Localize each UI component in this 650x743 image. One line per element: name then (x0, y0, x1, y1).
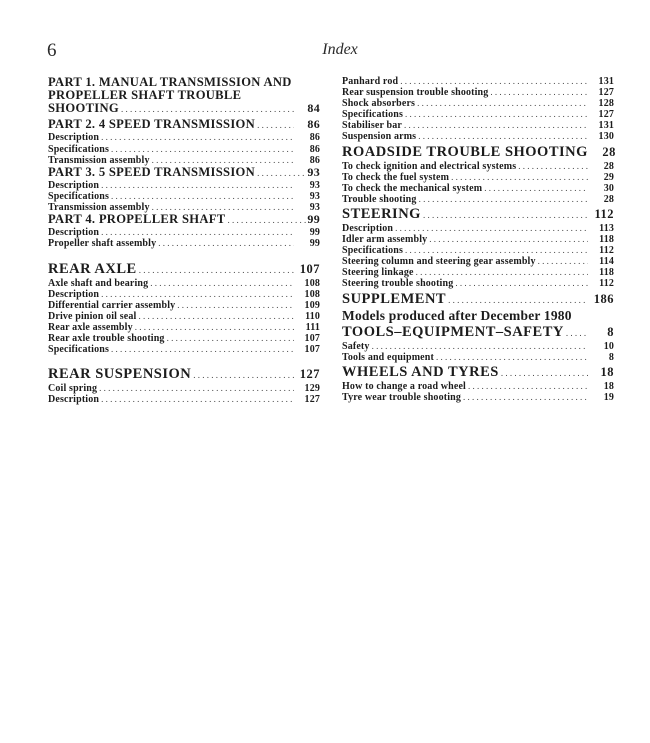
entry-label: Specifications (48, 143, 109, 155)
index-entry[interactable] (342, 109, 614, 120)
section-subtitle: Models produced after December 1980 (342, 307, 572, 323)
dot-leader (177, 300, 294, 311)
entry-page: 10 (603, 340, 614, 352)
index-section-part3 (48, 166, 320, 213)
index-entry[interactable] (48, 102, 320, 116)
section-title: REAR AXLE (48, 260, 137, 277)
dot-leader (484, 183, 588, 194)
entry-page: 113 (599, 222, 614, 234)
index-entry[interactable] (342, 256, 614, 267)
running-head: Index (322, 41, 358, 58)
index-entry[interactable] (342, 87, 614, 98)
entry-label: Rear axle assembly (48, 321, 133, 333)
section-page: 28 (602, 144, 616, 159)
section-page: 112 (594, 206, 614, 221)
dot-leader (418, 131, 588, 142)
section-title: SUPPLEMENT (342, 290, 447, 307)
index-entry[interactable] (342, 161, 614, 172)
section-title: PART 4. PROPELLER SHAFT (48, 212, 226, 227)
dot-leader (490, 87, 588, 98)
dot-leader (158, 238, 294, 249)
entry-page: 86 (309, 143, 320, 155)
index-entry[interactable] (48, 180, 320, 191)
entry-label: Description (48, 132, 100, 144)
index-entry[interactable] (48, 238, 320, 249)
entry-page: 99 (309, 238, 320, 250)
index-entry[interactable] (342, 98, 614, 109)
dot-leader (135, 322, 294, 333)
index-section-rear-axle (48, 262, 320, 356)
index-entry[interactable] (48, 132, 320, 143)
entry-page: 18 (603, 380, 614, 392)
dot-leader (404, 120, 588, 131)
section-heading[interactable] (48, 367, 320, 383)
index-entry[interactable] (342, 76, 614, 87)
section-page: 107 (299, 261, 320, 276)
dot-leader (405, 109, 588, 120)
page-number: 6 (47, 40, 57, 61)
entry-page: 112 (599, 245, 614, 257)
index-entry[interactable] (48, 144, 320, 155)
section-title: TOOLS–EQUIPMENT–SAFETY (342, 323, 564, 340)
index-entry[interactable] (48, 311, 320, 322)
entry-label: Steering linkage (342, 267, 414, 279)
entry-label: Description (48, 394, 100, 406)
entry-label: Tyre wear trouble shooting (342, 391, 461, 403)
dot-leader (395, 223, 588, 234)
section-title: PART 2. 4 SPEED TRANSMISSION (48, 117, 256, 132)
dot-leader (423, 208, 588, 223)
section-heading[interactable] (48, 166, 320, 180)
entry-label: Steering column and steering gear assembly (342, 256, 536, 268)
entry-label: To check the fuel system (342, 171, 450, 183)
section-title: WHEELS AND TYRES (342, 363, 499, 380)
section-page: 18 (600, 364, 614, 379)
entry-page: 129 (304, 383, 320, 395)
entry-label: Specifications (342, 245, 403, 257)
index-entry[interactable] (342, 172, 614, 183)
dot-leader (448, 293, 588, 308)
dot-leader (111, 144, 294, 155)
section-heading[interactable] (342, 207, 614, 223)
entry-label: Transmission assembly (48, 202, 150, 214)
dot-leader (416, 267, 588, 278)
section-title: ROADSIDE TROUBLE SHOOTING (342, 143, 588, 160)
section-page: 86 (307, 117, 320, 132)
entry-label: Safety (342, 340, 370, 352)
entry-page: 93 (309, 190, 320, 202)
entry-label: Rear axle trouble shooting (48, 333, 165, 345)
index-section-wheels (342, 365, 614, 403)
section-heading-line: PROPELLER SHAFT TROUBLE (48, 88, 242, 102)
index-entry[interactable] (342, 245, 614, 256)
entry-label: Steering trouble shooting (342, 278, 454, 290)
section-page: 8 (607, 324, 614, 339)
entry-label: Panhard rod (342, 76, 399, 87)
entry-label: Specifications (48, 190, 109, 202)
entry-label: Trouble shooting (342, 193, 417, 205)
entry-page: 93 (309, 179, 320, 191)
entry-page: 130 (598, 131, 614, 143)
index-section-part2 (48, 118, 320, 165)
entry-label: To check the mechanical system (342, 182, 483, 194)
dot-leader (417, 98, 588, 109)
entry-page: 107 (304, 333, 320, 345)
dot-leader (518, 161, 588, 172)
entry-label: Description (48, 288, 100, 300)
entry-label: Description (342, 222, 394, 234)
entry-page: 30 (603, 182, 614, 194)
index-entry[interactable] (48, 322, 320, 333)
dot-leader (101, 394, 294, 405)
entry-label: Drive pinion oil seal (48, 310, 137, 322)
index-section-roadside (342, 145, 614, 205)
index-entry[interactable] (342, 278, 614, 289)
index-entry[interactable] (48, 383, 320, 394)
index-section-part1 (48, 76, 320, 116)
entry-page: 108 (304, 288, 320, 300)
dot-leader (150, 278, 294, 289)
index-entry[interactable] (48, 333, 320, 344)
entry-page: 114 (599, 256, 614, 268)
entry-page: 131 (598, 120, 614, 132)
section-heading[interactable] (342, 145, 614, 161)
entry-page: 29 (603, 171, 614, 183)
section-heading[interactable] (48, 213, 320, 227)
index-entry[interactable] (48, 278, 320, 289)
index-section-rear-suspension (48, 367, 320, 405)
index-entry[interactable] (342, 392, 614, 403)
dot-leader (101, 132, 294, 143)
dot-leader (257, 167, 307, 180)
dot-leader (111, 344, 294, 355)
index-section-rear-suspension-continued (342, 76, 614, 143)
entry-label: Rear suspension trouble shooting (342, 87, 489, 99)
section-title: PART 3. 5 SPEED TRANSMISSION (48, 164, 256, 179)
index-entry[interactable] (48, 289, 320, 300)
dot-leader (566, 326, 588, 341)
index-entry[interactable] (48, 394, 320, 405)
entry-page: 118 (599, 234, 614, 246)
dot-leader (429, 234, 588, 245)
dot-leader (121, 103, 294, 116)
dot-leader (538, 256, 588, 267)
entry-page: 109 (304, 299, 320, 311)
dot-leader (455, 278, 588, 289)
entry-page: 28 (603, 160, 614, 172)
entry-page: 28 (603, 193, 614, 205)
entry-page: 19 (603, 391, 614, 403)
entry-label: Axle shaft and bearing (48, 277, 149, 289)
index-section-part4 (48, 213, 320, 249)
section-title: STEERING (342, 205, 421, 222)
index-entry[interactable] (342, 131, 614, 142)
section-page: 99 (307, 212, 320, 227)
index-entry[interactable] (48, 300, 320, 311)
index-section-tools (342, 325, 614, 363)
section-heading[interactable] (342, 365, 614, 381)
index-entry[interactable] (342, 194, 614, 205)
dot-leader (101, 289, 294, 300)
entry-label: Propeller shaft assembly (48, 238, 157, 250)
dot-leader (463, 392, 588, 403)
entry-page: 86 (309, 132, 320, 144)
index-entry[interactable] (342, 267, 614, 278)
index-column-left (48, 76, 320, 405)
entry-page: 127 (598, 87, 614, 99)
dot-leader (101, 227, 294, 238)
entry-label: SHOOTING (48, 101, 119, 115)
section-page: 127 (299, 367, 320, 382)
entry-page: 93 (309, 202, 320, 214)
index-entry[interactable] (342, 381, 614, 392)
entry-page: 110 (305, 310, 320, 322)
entry-label: Specifications (48, 344, 109, 356)
entry-label: Description (48, 227, 100, 239)
index-entry[interactable] (342, 341, 614, 352)
entry-label: Stabiliser bar (342, 120, 402, 132)
entry-page: 99 (309, 227, 320, 239)
entry-page: 131 (598, 76, 614, 87)
dot-leader (400, 76, 588, 87)
entry-label: How to change a road wheel (342, 380, 466, 392)
entry-label: Shock absorbers (342, 98, 416, 110)
section-title: REAR SUSPENSION (48, 366, 192, 383)
index-column-right (342, 76, 614, 403)
entry-label: Specifications (342, 109, 403, 121)
dot-leader (101, 180, 294, 191)
index-entry[interactable] (342, 352, 614, 363)
index-entry[interactable] (48, 227, 320, 238)
index-entry[interactable] (342, 183, 614, 194)
section-heading[interactable] (342, 325, 614, 341)
section-heading[interactable] (342, 292, 614, 308)
entry-page: 107 (304, 344, 320, 356)
dot-leader (111, 191, 294, 202)
index-entry[interactable] (48, 191, 320, 202)
dot-leader (193, 368, 294, 383)
dot-leader (227, 214, 307, 227)
index-section-steering (342, 207, 614, 290)
dot-leader (405, 245, 588, 256)
entry-page: 128 (598, 98, 614, 110)
section-page: 93 (307, 164, 320, 179)
entry-page: 118 (599, 267, 614, 279)
entry-page: 112 (599, 278, 614, 290)
entry-page: 84 (307, 101, 320, 115)
entry-page: 108 (304, 277, 320, 289)
dot-leader (138, 311, 294, 322)
index-entry[interactable] (48, 344, 320, 355)
entry-label: Suspension arms (342, 131, 417, 143)
entry-page: 86 (309, 154, 320, 166)
index-entry[interactable] (342, 234, 614, 245)
entry-page: 111 (305, 321, 320, 333)
entry-label: Coil spring (48, 383, 98, 395)
section-heading-line: PART 1. MANUAL TRANSMISSION AND (48, 75, 292, 89)
dot-leader (468, 381, 588, 392)
entry-label: Differential carrier assembly (48, 299, 176, 311)
dot-leader (419, 194, 588, 205)
dot-leader (257, 119, 294, 132)
dot-leader (167, 333, 294, 344)
section-heading[interactable] (48, 118, 320, 132)
section-page: 186 (593, 291, 614, 306)
index-entry[interactable] (342, 223, 614, 234)
dot-leader (436, 352, 588, 363)
dot-leader (139, 263, 294, 278)
entry-page: 8 (608, 351, 614, 363)
entry-page: 127 (598, 109, 614, 121)
dot-leader (501, 366, 588, 381)
section-heading[interactable] (48, 262, 320, 278)
index-section-supplement (342, 292, 614, 323)
entry-label: Idler arm assembly (342, 234, 428, 246)
entry-label: Transmission assembly (48, 154, 150, 166)
entry-page: 127 (304, 394, 320, 406)
dot-leader (99, 383, 294, 394)
entry-label: Description (48, 179, 100, 191)
index-entry[interactable] (342, 120, 614, 131)
dot-leader (451, 172, 588, 183)
dot-leader (372, 341, 588, 352)
entry-label: Tools and equipment (342, 351, 434, 363)
entry-label: To check ignition and electrical systems (342, 160, 517, 172)
